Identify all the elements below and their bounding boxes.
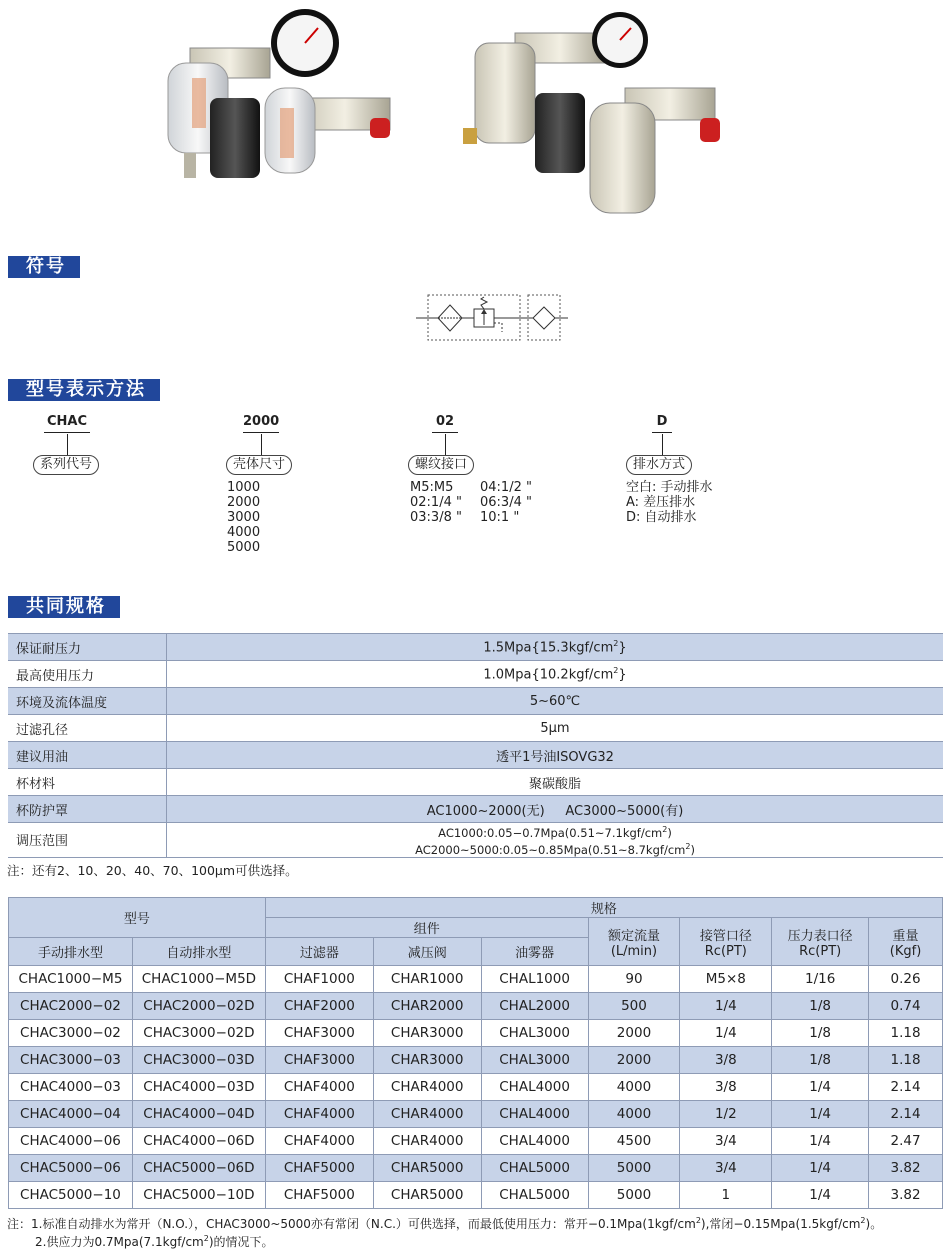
label-drain: 排水方式 [626, 455, 692, 475]
table-cell: CHAF5000 [265, 1182, 373, 1209]
code-size: 2000 [243, 414, 279, 433]
label-series: 系列代号 [33, 455, 99, 475]
header-regulator: 减压阀 [373, 938, 481, 966]
table-cell: 0.26 [869, 966, 943, 993]
table-cell: 1/4 [772, 1155, 869, 1182]
table-cell: CHAL4000 [481, 1128, 588, 1155]
table-row [9, 1101, 943, 1128]
header-manual: 手动排水型 [9, 938, 133, 966]
header-lubricator: 油雾器 [481, 938, 588, 966]
code-drain: D [652, 414, 672, 433]
code-series: CHAC [44, 414, 90, 433]
table-cell: CHAF2000 [265, 993, 373, 1020]
table-cell: CHAR4000 [373, 1128, 481, 1155]
table-cell: CHAL3000 [481, 1047, 588, 1074]
spec-row: 杯材料 聚碳酸脂 [8, 769, 943, 796]
footer-note-2: 2.供应力为$0.7Mpa(7.1kgf/cm^2)$的情况下。 [35, 1234, 274, 1249]
common-spec-title: 共同规格 [8, 596, 120, 618]
table-cell: CHAC4000−04 [9, 1101, 133, 1128]
table-cell: CHAL4000 [481, 1101, 588, 1128]
thread-options-right: 04:1/2 " 06:3/4 " 10:1 " [480, 480, 532, 525]
table-cell: 2.14 [869, 1074, 943, 1101]
table-cell: 3/8 [680, 1047, 772, 1074]
table-cell: 4500 [588, 1128, 680, 1155]
size-options: 1000 2000 3000 4000 5000 [227, 480, 261, 555]
table-cell: CHAC4000−06D [132, 1128, 265, 1155]
header-flow: 额定流量 (L/min) [588, 918, 680, 966]
table-cell: CHAL3000 [481, 1020, 588, 1047]
table-cell: CHAL5000 [481, 1155, 588, 1182]
table-cell: CHAF1000 [265, 966, 373, 993]
table-cell: CHAR1000 [373, 966, 481, 993]
table-cell: CHAC3000−02D [132, 1020, 265, 1047]
header-filter: 过滤器 [265, 938, 373, 966]
label-thread: 螺纹接口 [408, 455, 474, 475]
table-cell: 1/4 [680, 993, 772, 1020]
table-cell: CHAF3000 [265, 1047, 373, 1074]
model-section-title: 型号表示方法 [8, 379, 160, 401]
table-cell: 3/8 [680, 1074, 772, 1101]
table-cell: CHAC5000−10 [9, 1182, 133, 1209]
table-cell: 1.18 [869, 1020, 943, 1047]
header-port: 接管口径 Rc(PT) [680, 918, 772, 966]
table-cell: CHAF5000 [265, 1155, 373, 1182]
table-cell: CHAF4000 [265, 1128, 373, 1155]
table-cell: 3.82 [869, 1182, 943, 1209]
table-cell: CHAC5000−06 [9, 1155, 133, 1182]
table-row [9, 1155, 943, 1182]
table-cell: CHAF3000 [265, 1020, 373, 1047]
table-cell: 1/8 [772, 1047, 869, 1074]
product-image-clear-bowl [150, 8, 410, 218]
table-cell: CHAL4000 [481, 1074, 588, 1101]
table-cell: 3/4 [680, 1155, 772, 1182]
spec-row: 杯防护罩 AC1000~2000(无) AC3000~5000(有) [8, 796, 943, 823]
table-cell: CHAC2000−02D [132, 993, 265, 1020]
label-size: 壳体尺寸 [226, 455, 292, 475]
table-cell: CHAC3000−03 [9, 1047, 133, 1074]
table-cell: CHAR5000 [373, 1182, 481, 1209]
header-model: 型号 [9, 898, 266, 938]
model-table-body [9, 966, 943, 1209]
code-thread: 02 [432, 414, 458, 433]
table-cell: 1 [680, 1182, 772, 1209]
table-row [9, 1182, 943, 1209]
footer-note-1: 注：1.标准自动排水为常开（N.O.），CHAC3000~5000亦有常闭（N.C.）可供选择，而最低使用压力：常开$-0.1Mpa(1kgf/cm^2)$,常闭$-0.15Mpa(1.5kgf/cm^2)$。 [7, 1216, 883, 1231]
table-row [9, 1128, 943, 1155]
spec-row: 过滤孔径 5μm [8, 715, 943, 742]
table-cell: 1/4 [772, 1101, 869, 1128]
table-cell: CHAF4000 [265, 1101, 373, 1128]
table-cell: CHAL2000 [481, 993, 588, 1020]
table-cell: 0.74 [869, 993, 943, 1020]
table-cell: 3/4 [680, 1128, 772, 1155]
table-cell: CHAR4000 [373, 1074, 481, 1101]
table-cell: CHAC5000−10D [132, 1182, 265, 1209]
table-cell: CHAR4000 [373, 1101, 481, 1128]
product-image-metal-bowl [455, 8, 735, 218]
table-cell: 500 [588, 993, 680, 1020]
common-spec-table [8, 633, 943, 858]
table-cell: 1/4 [772, 1182, 869, 1209]
table-cell: 1/2 [680, 1101, 772, 1128]
table-cell: CHAR2000 [373, 993, 481, 1020]
table-row [9, 1020, 943, 1047]
table-cell: CHAR3000 [373, 1020, 481, 1047]
table-cell: 4000 [588, 1074, 680, 1101]
table-cell: CHAC4000−03 [9, 1074, 133, 1101]
pneumatic-symbol-diagram [412, 290, 572, 345]
table-cell: 1/4 [680, 1020, 772, 1047]
header-gauge: 压力表口径 Rc(PT) [772, 918, 869, 966]
table-cell: 5000 [588, 1155, 680, 1182]
table-cell: CHAC4000−06 [9, 1128, 133, 1155]
table-cell: 1/8 [772, 1020, 869, 1047]
table-row [9, 993, 943, 1020]
spec-row: 建议用油 透平1号油ISOVG32 [8, 742, 943, 769]
table-cell: 1/4 [772, 1128, 869, 1155]
table-cell: 90 [588, 966, 680, 993]
table-cell: CHAC1000−M5 [9, 966, 133, 993]
table-cell: 2.14 [869, 1101, 943, 1128]
table-cell: 4000 [588, 1101, 680, 1128]
table-cell: CHAC3000−03D [132, 1047, 265, 1074]
drain-options: 空白: 手动排水 A: 差压排水 D: 自动排水 [626, 480, 713, 525]
table-cell: CHAR3000 [373, 1047, 481, 1074]
spec-row: 调压范围 $AC1000:0.05-0.7Mpa(0.51\sim 7.1kgf/cm^2)$ $AC2000\sim 5000:0.05\sim 0.85Mpa(0.51\sim 8.7kgf/cm^2)$ [8, 823, 943, 858]
table-cell: M5×8 [680, 966, 772, 993]
table-cell: CHAC2000−02 [9, 993, 133, 1020]
table-cell: 2.47 [869, 1128, 943, 1155]
symbol-section-title: 符号 [8, 256, 80, 278]
table-cell: CHAL5000 [481, 1182, 588, 1209]
spec-row: 最高使用压力 $1.0Mpa\{10.2kgf/cm^2\}$ [8, 661, 943, 688]
table-cell: 5000 [588, 1182, 680, 1209]
spec-row: 环境及流体温度 5~60℃ [8, 688, 943, 715]
table-cell: 1/16 [772, 966, 869, 993]
model-table [8, 897, 943, 1209]
table-cell: 1/4 [772, 1074, 869, 1101]
table-cell: CHAC4000−04D [132, 1101, 265, 1128]
table-cell: 1/8 [772, 993, 869, 1020]
table-row [9, 1047, 943, 1074]
table-cell: 2000 [588, 1020, 680, 1047]
header-auto: 自动排水型 [132, 938, 265, 966]
table-cell: CHAC3000−02 [9, 1020, 133, 1047]
table-row [9, 1074, 943, 1101]
spec-row: 保证耐压力 $1.5Mpa\{15.3kgf/cm^2\}$ [8, 634, 943, 661]
thread-options-left: M5:M5 02:1/4 " 03:3/8 " [410, 480, 462, 525]
table-cell: CHAC5000−06D [132, 1155, 265, 1182]
header-component: 组件 [265, 918, 588, 938]
table-cell: CHAL1000 [481, 966, 588, 993]
table-cell: CHAF4000 [265, 1074, 373, 1101]
table-cell: CHAR5000 [373, 1155, 481, 1182]
table-cell: 3.82 [869, 1155, 943, 1182]
table-cell: 2000 [588, 1047, 680, 1074]
header-weight: 重量 (Kgf) [869, 918, 943, 966]
table-cell: 1.18 [869, 1047, 943, 1074]
table-cell: CHAC4000−03D [132, 1074, 265, 1101]
header-spec: 规格 [265, 898, 942, 918]
spec-note: 注：还有2、10、20、40、70、100μm可供选择。 [7, 863, 298, 878]
table-cell: CHAC1000−M5D [132, 966, 265, 993]
table-row [9, 966, 943, 993]
